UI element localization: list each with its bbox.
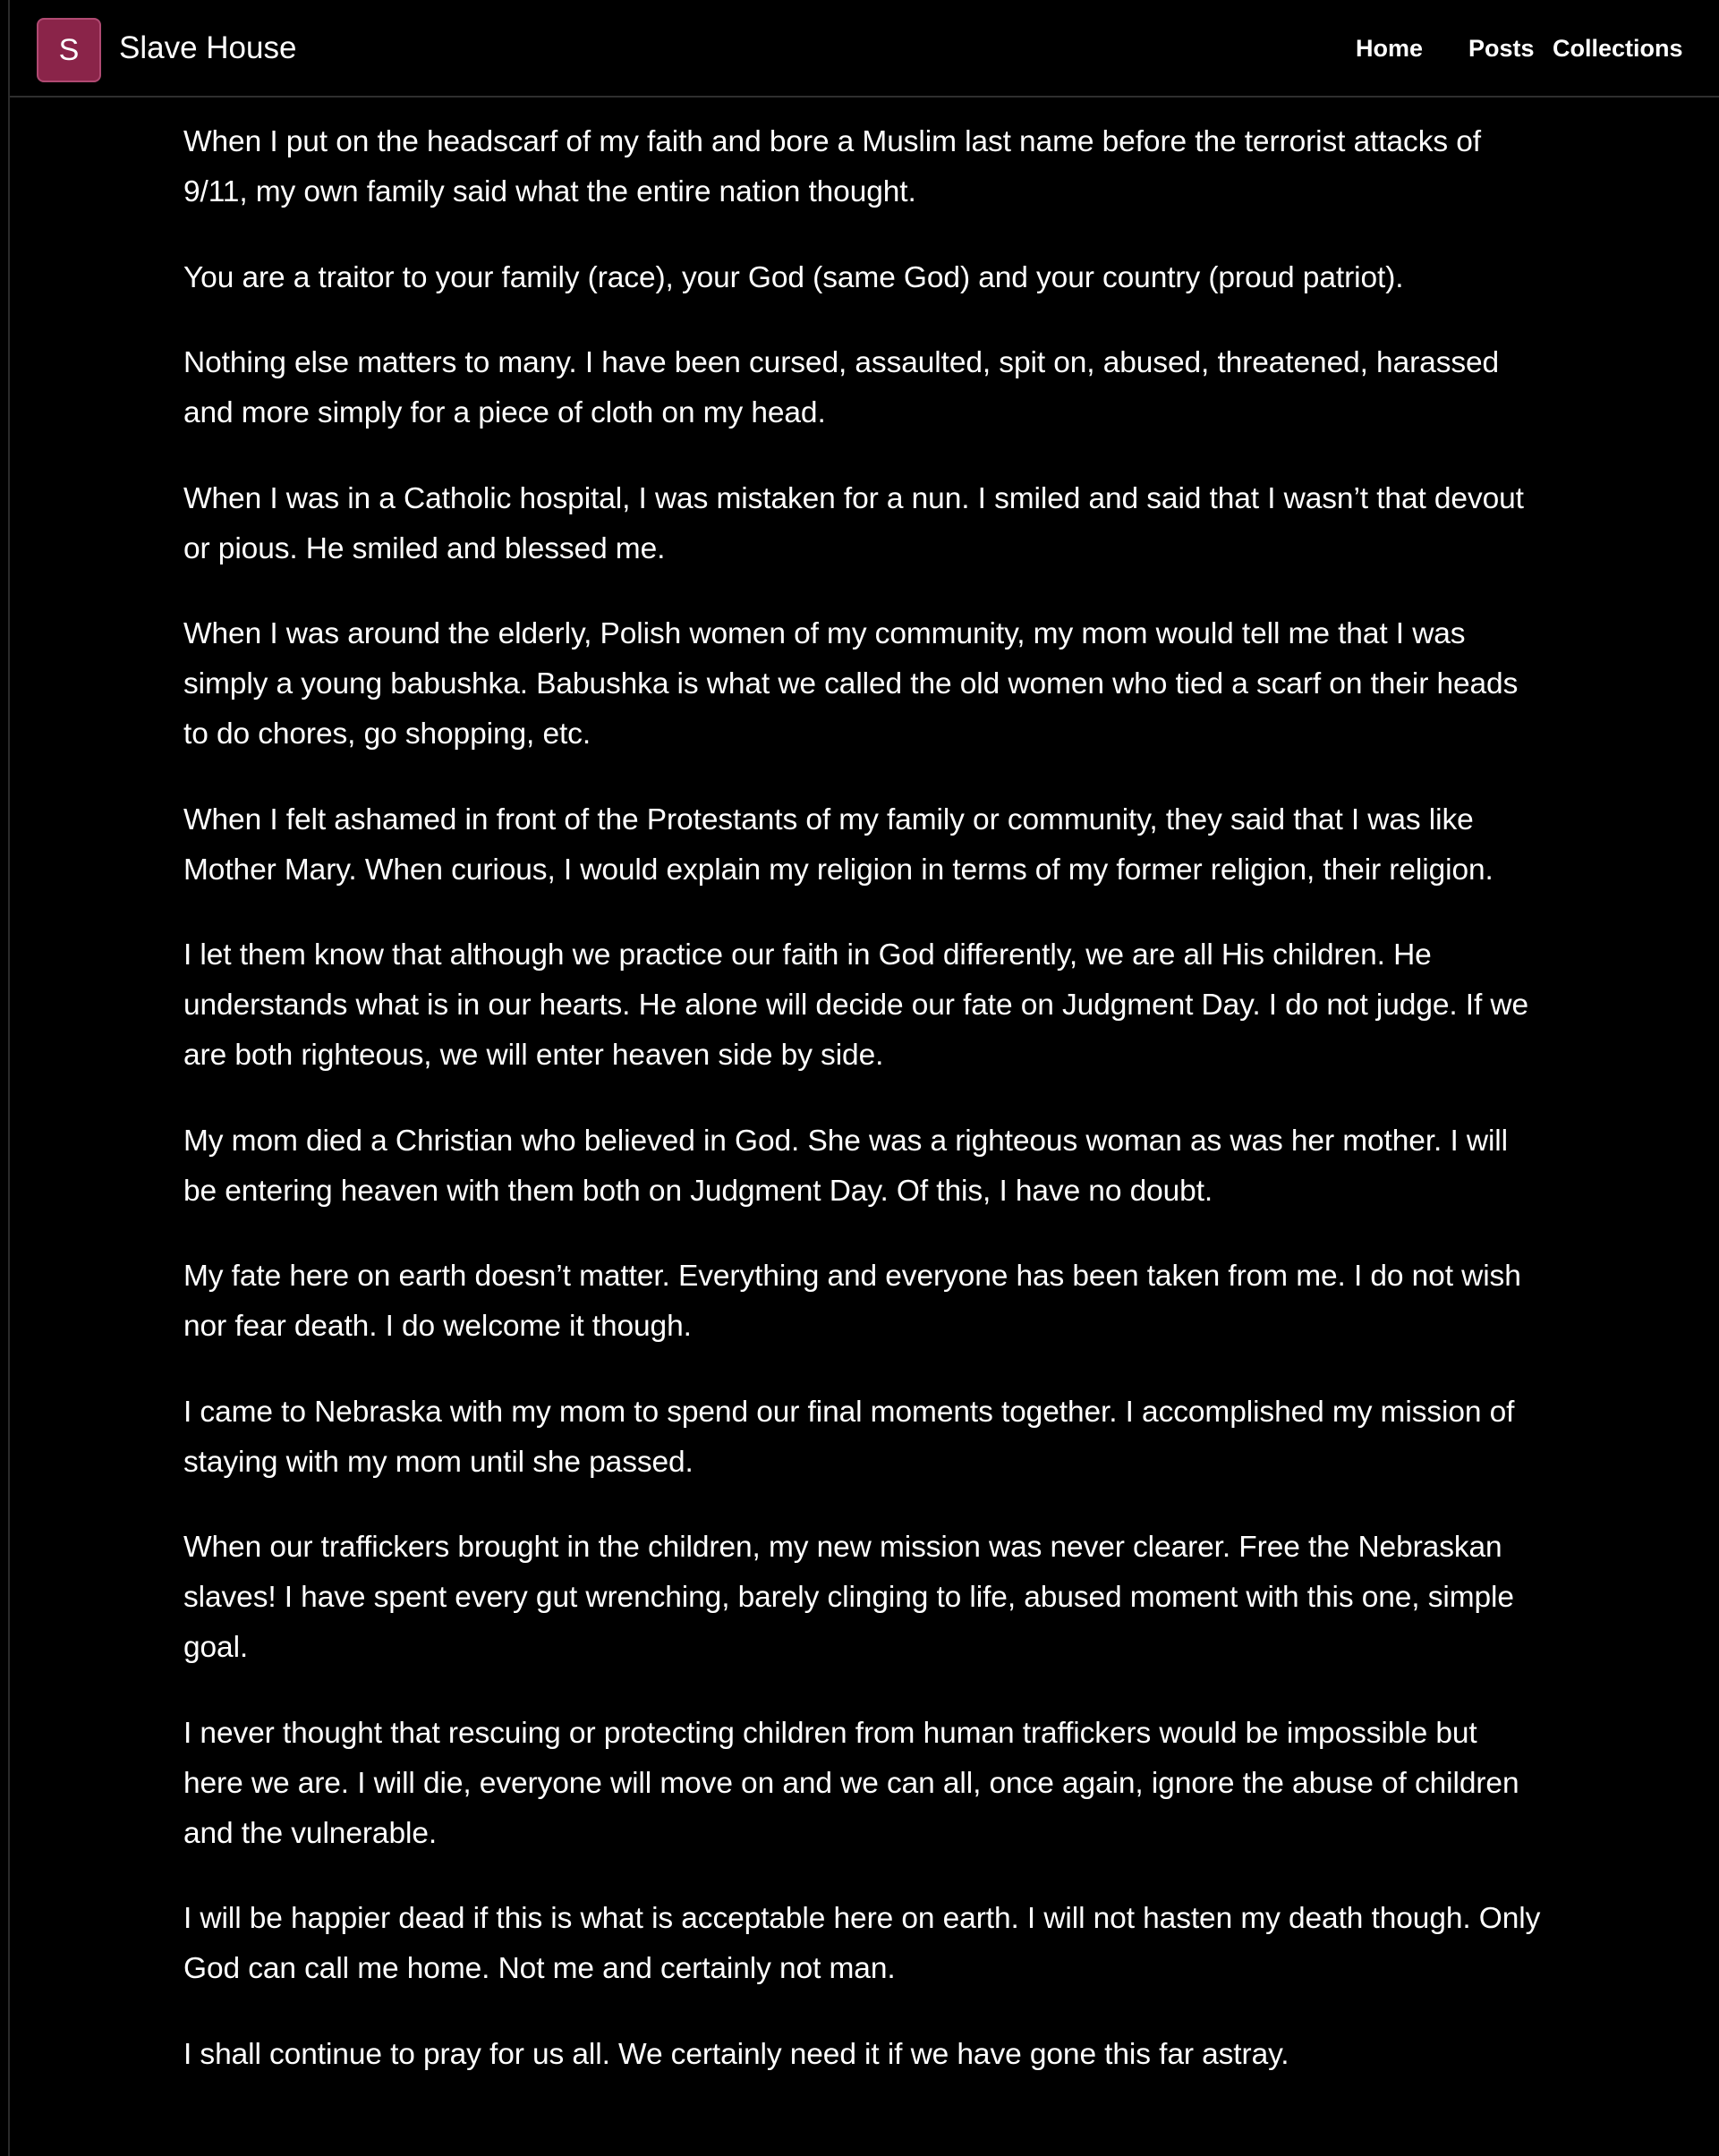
article-paragraph: You are a traitor to your family (race), your God (same God) and your country (proud patriot). (183, 260, 1404, 294)
site-header (10, 0, 1719, 98)
article-paragraph: When I put on the headscarf of my faith and bore a Muslim last name before the terrorist attacks of 9/11, my own family said what the entire nation thought. (183, 125, 1481, 208)
nav-home-link[interactable]: Home (1356, 35, 1424, 62)
left-border (8, 0, 10, 2156)
article-paragraph: Nothing else matters to many. I have been cursed, assaulted, spit on, abused, threatened, harassed and more simply for a piece of cloth on my head. (183, 346, 1500, 429)
article-paragraph: I came to Nebraska with my mom to spend our final moments together. I accomplished my mission of staying with my mom until she passed. (183, 1395, 1515, 1479)
article-paragraph: I never thought that rescuing or protecting children from human traffickers would be impossible but here we are. I will die, everyone will move on and we can all, once again, ignore the abuse of children and the vulnerable. (183, 1716, 1519, 1850)
article-body (183, 117, 1544, 2115)
site-title[interactable]: Slave House (119, 30, 297, 65)
article-paragraph: When our traffickers brought in the children, my new mission was never clearer. Free the Nebraskan slaves! I have spent every gut wrenching, barely clinging to life, abused moment with this one, simple goal. (183, 1531, 1514, 1664)
article-paragraph: I let them know that although we practice our faith in God differently, we are all His children. He understands what is in our hearts. He alone will decide our fate on Judgment Day. I do not judge. If we are both righteous, we will enter heaven side by side. (183, 938, 1529, 1072)
nav-posts-link[interactable]: Posts (1468, 35, 1535, 62)
article-paragraph: When I felt ashamed in front of the Protestants of my family or community, they said that I was like Mother Mary. When curious, I would explain my religion in terms of my former religion, their religion. (183, 802, 1493, 887)
nav-collections-link[interactable]: Collections (1553, 35, 1683, 62)
article-paragraph: My mom died a Christian who believed in God. She was a righteous woman as was her mother. I will be entering heaven with them both on Judgment Day. Of this, I have no doubt. (183, 1124, 1508, 1208)
article-paragraph: I will be happier dead if this is what is acceptable here on earth. I will not hasten my death though. Only God can call me home. Not me and certainly not man. (183, 1902, 1541, 1985)
site-logo[interactable]: S (37, 18, 101, 82)
article-paragraph: When I was around the elderly, Polish women of my community, my mom would tell me that I was simply a young babushka. Babushka is what we called the old women who tied a scarf on their heads to do chores, go shopping, etc. (183, 617, 1519, 751)
article-paragraph: When I was in a Catholic hospital, I was mistaken for a nun. I smiled and said that I wasn’t that devout or pious. He smiled and blessed me. (183, 481, 1524, 565)
article-paragraph: My fate here on earth doesn’t matter. Everything and everyone has been taken from me. I do not wish nor fear death. I do welcome it though. (183, 1260, 1521, 1343)
main-nav (1343, 30, 1719, 66)
article-paragraph: I shall continue to pray for us all. We certainly need it if we have gone this far astray. (183, 2037, 1289, 2071)
